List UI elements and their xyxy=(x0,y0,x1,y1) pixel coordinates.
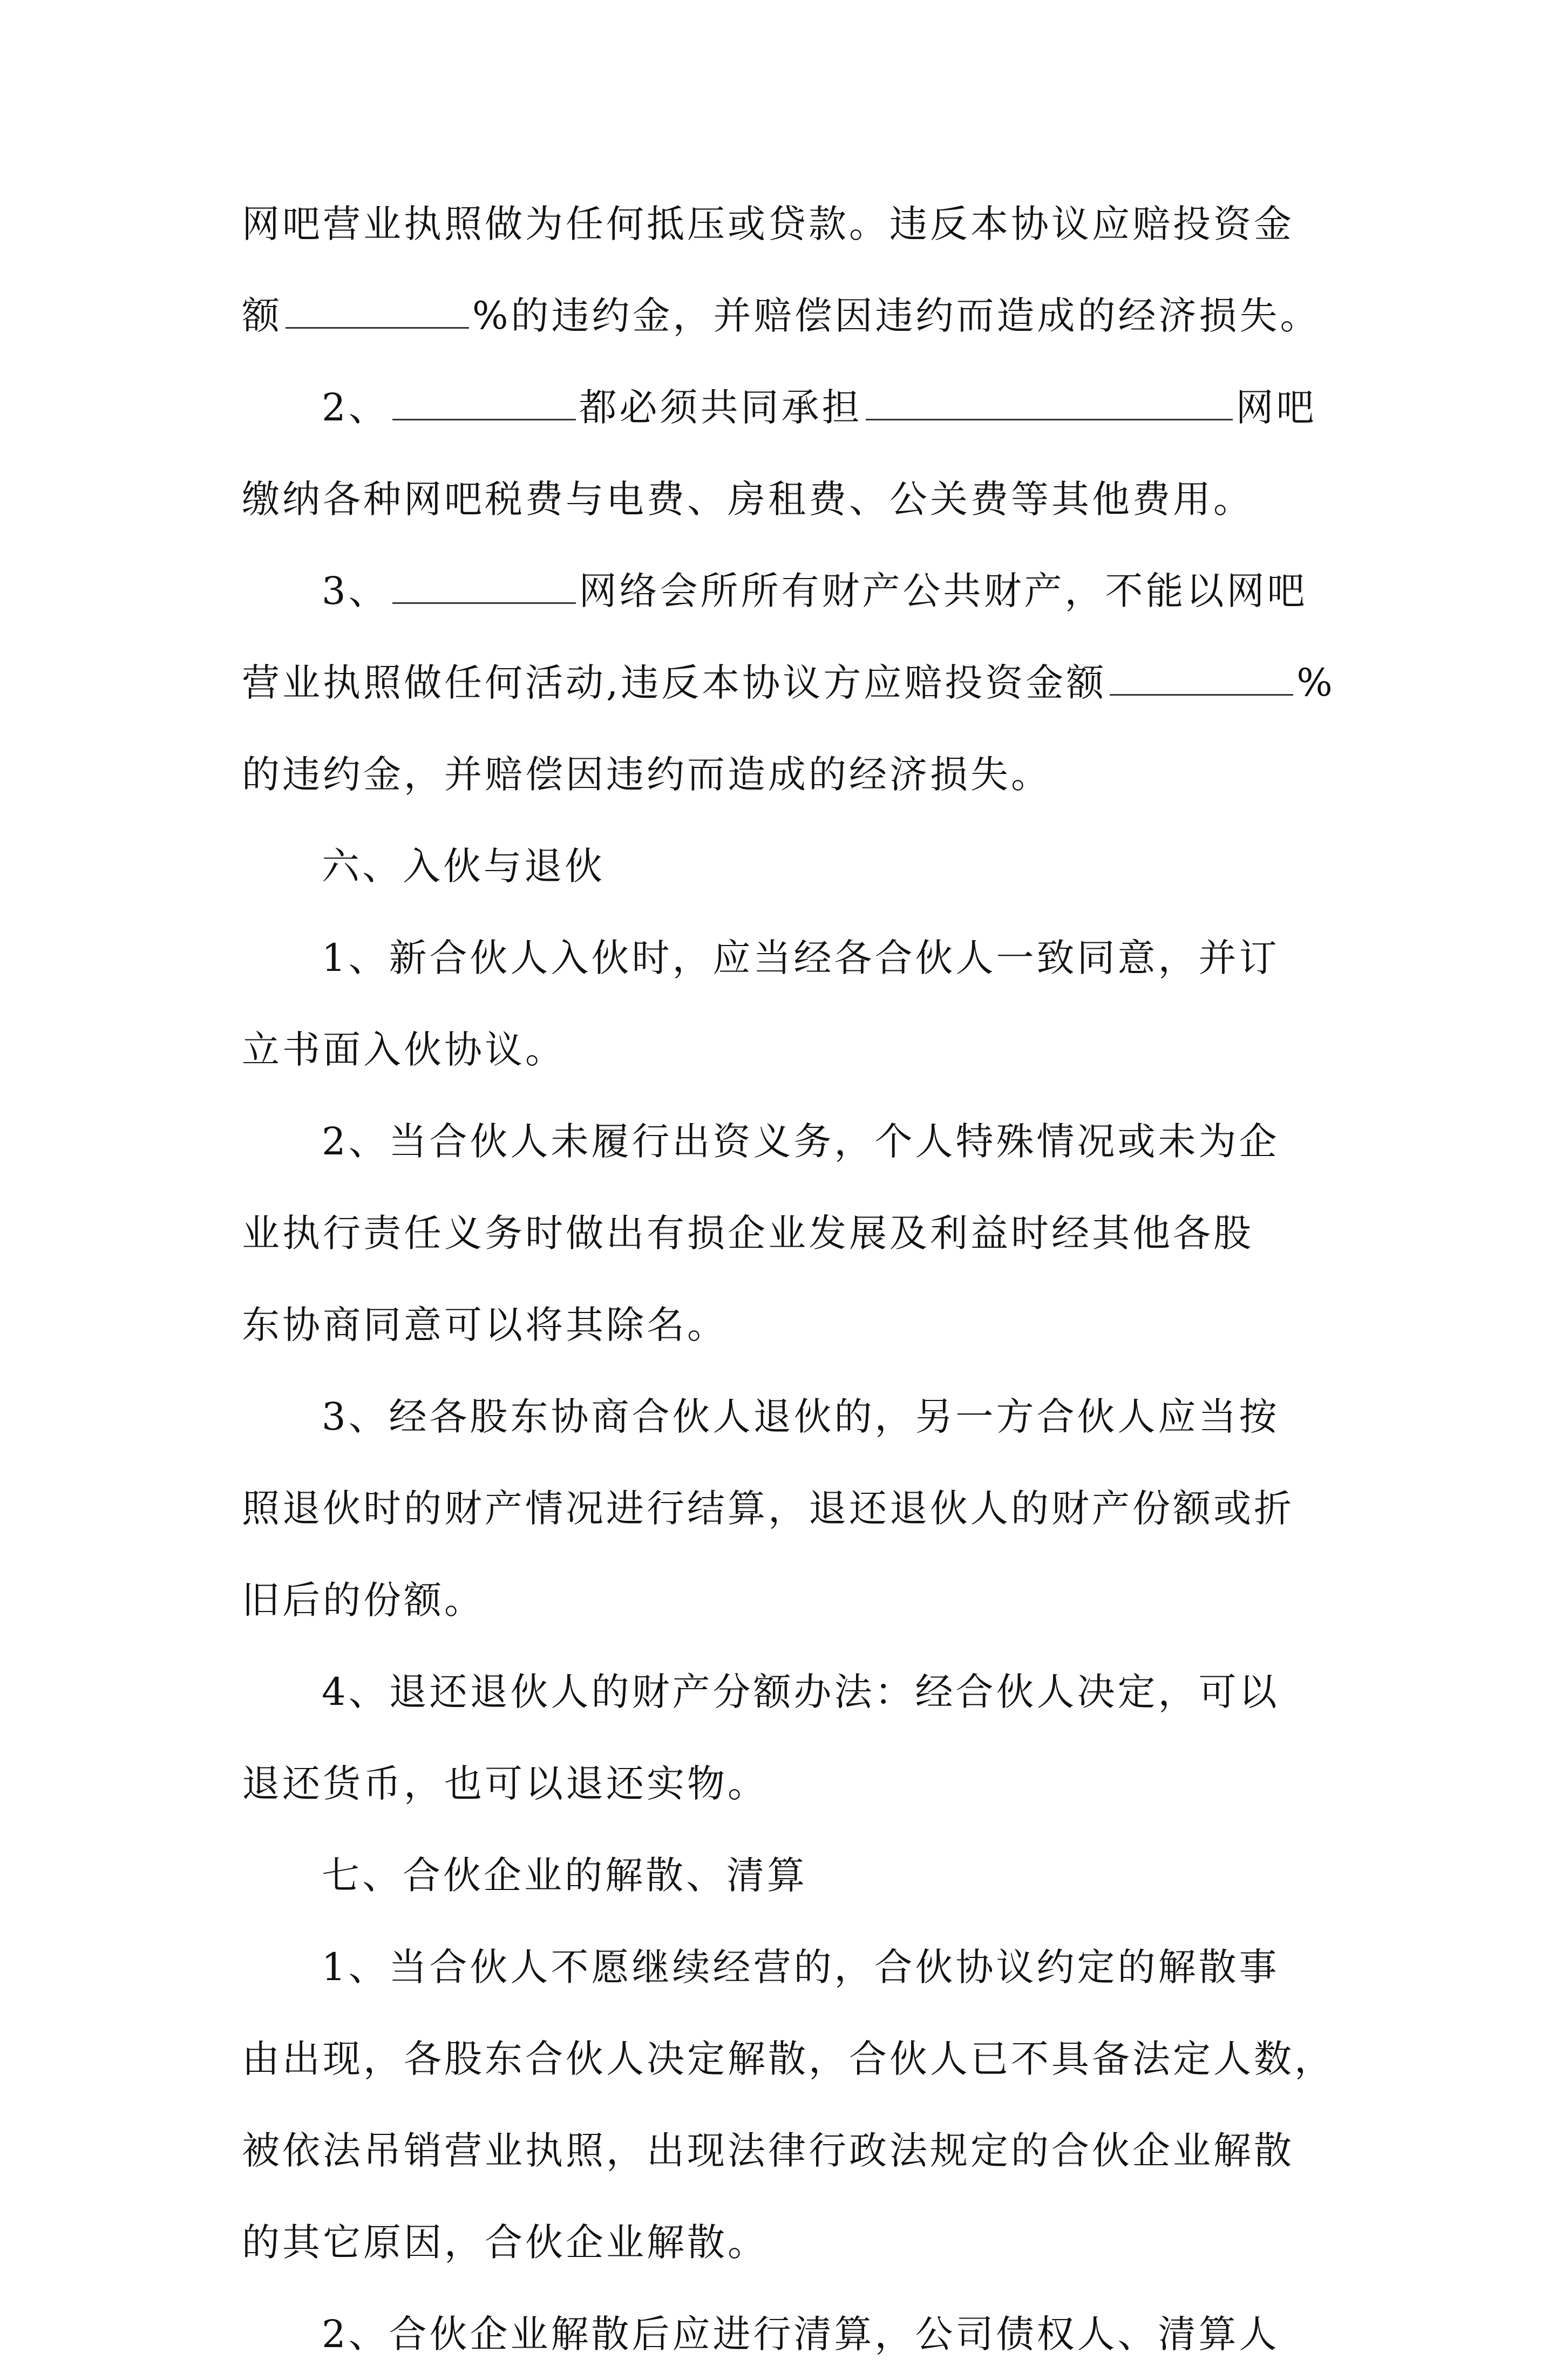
line-text: 营业执照做任何活动,违反本协议方应赔投资金额 xyxy=(242,661,1107,705)
line-text: 退还货币，也可以退还实物。 xyxy=(242,1762,768,1806)
line-text: 东协商同意可以将其除名。 xyxy=(242,1303,728,1347)
line-text: 1、新合伙人入伙时，应当经各合伙人一致同意，并订 xyxy=(322,936,1280,980)
text-line xyxy=(242,1187,1337,1279)
document-body xyxy=(242,178,1337,2380)
line-text: 额 xyxy=(242,294,282,338)
line-text: 2、当合伙人未履行出资义务，个人特殊情况或未为企 xyxy=(322,1119,1280,1164)
text-line xyxy=(242,178,1337,270)
text-line xyxy=(242,545,1337,637)
text-line xyxy=(242,1279,1337,1371)
text-line xyxy=(242,1371,1337,1463)
line-text: 1、当合伙人不愿继续经营的，合伙协议约定的解散事 xyxy=(322,1945,1280,1989)
text-line xyxy=(242,729,1337,820)
line-text: % xyxy=(1296,661,1335,705)
line-text: 网吧 xyxy=(1235,385,1317,430)
fill-in-blank[interactable] xyxy=(286,295,469,329)
heading-text: 七、合伙企业的解散、清算 xyxy=(322,1853,807,1898)
line-text: 3、 xyxy=(322,569,389,613)
heading-text: 六、入伙与退伙 xyxy=(322,844,605,888)
line-text: 业执行责任义务时做出有损企业发展及利益时经其他各股 xyxy=(242,1211,1254,1255)
text-line xyxy=(242,637,1337,729)
line-text: 的违约金，并赔偿因违约而造成的经济损失。 xyxy=(242,752,1051,797)
line-text: %的违约金，并赔偿因违约而造成的经济损失。 xyxy=(472,294,1321,338)
text-line xyxy=(242,1646,1337,1738)
text-line xyxy=(242,1463,1337,1554)
text-line xyxy=(242,1096,1337,1187)
line-text: 缴纳各种网吧税费与电费、房租费、公关费等其他费用。 xyxy=(242,477,1254,521)
text-line xyxy=(242,1921,1337,2013)
fill-in-blank[interactable] xyxy=(392,570,576,604)
text-line xyxy=(242,2013,1337,2105)
line-text: 4、退还退伙人的财产分额办法：经合伙人决定，可以 xyxy=(322,1670,1280,1714)
line-text: 2、 xyxy=(322,385,389,430)
line-text: 照退伙时的财产情况进行结算，退还退伙人的财产份额或折 xyxy=(242,1486,1294,1531)
line-text: 3、经各股东协商合伙人退伙的，另一方合伙人应当按 xyxy=(322,1395,1280,1439)
text-line xyxy=(242,1738,1337,1830)
line-text: 都必须共同承担 xyxy=(579,385,863,430)
fill-in-blank[interactable] xyxy=(392,386,576,420)
fill-in-blank[interactable] xyxy=(866,386,1233,420)
text-line xyxy=(242,2288,1337,2380)
text-line xyxy=(242,1004,1337,1096)
section-heading xyxy=(242,1830,1337,1921)
text-line xyxy=(242,912,1337,1004)
fill-in-blank[interactable] xyxy=(1110,662,1293,696)
line-text: 由出现，各股东合伙人决定解散，合伙人已不具备法定人数， xyxy=(242,2037,1335,2081)
line-text: 网络会所所有财产公共财产，不能以网吧 xyxy=(579,569,1308,613)
line-text: 网吧营业执照做为任何抵压或贷款。违反本协议应赔投资金 xyxy=(242,202,1294,246)
line-text: 立书面入伙协议。 xyxy=(242,1028,566,1072)
section-heading xyxy=(242,820,1337,912)
text-line xyxy=(242,270,1337,362)
text-line xyxy=(242,362,1337,453)
line-text: 的其它原因，合伙企业解散。 xyxy=(242,2220,768,2265)
text-line xyxy=(242,453,1337,545)
text-line xyxy=(242,1554,1337,1646)
text-line xyxy=(242,2197,1337,2288)
line-text: 旧后的份额。 xyxy=(242,1578,485,1622)
line-text: 2、合伙企业解散后应进行清算，公司债权人、清算人 xyxy=(322,2312,1280,2356)
line-text: 被依法吊销营业执照，出现法律行政法规定的合伙企业解散 xyxy=(242,2129,1294,2173)
text-line xyxy=(242,2105,1337,2197)
